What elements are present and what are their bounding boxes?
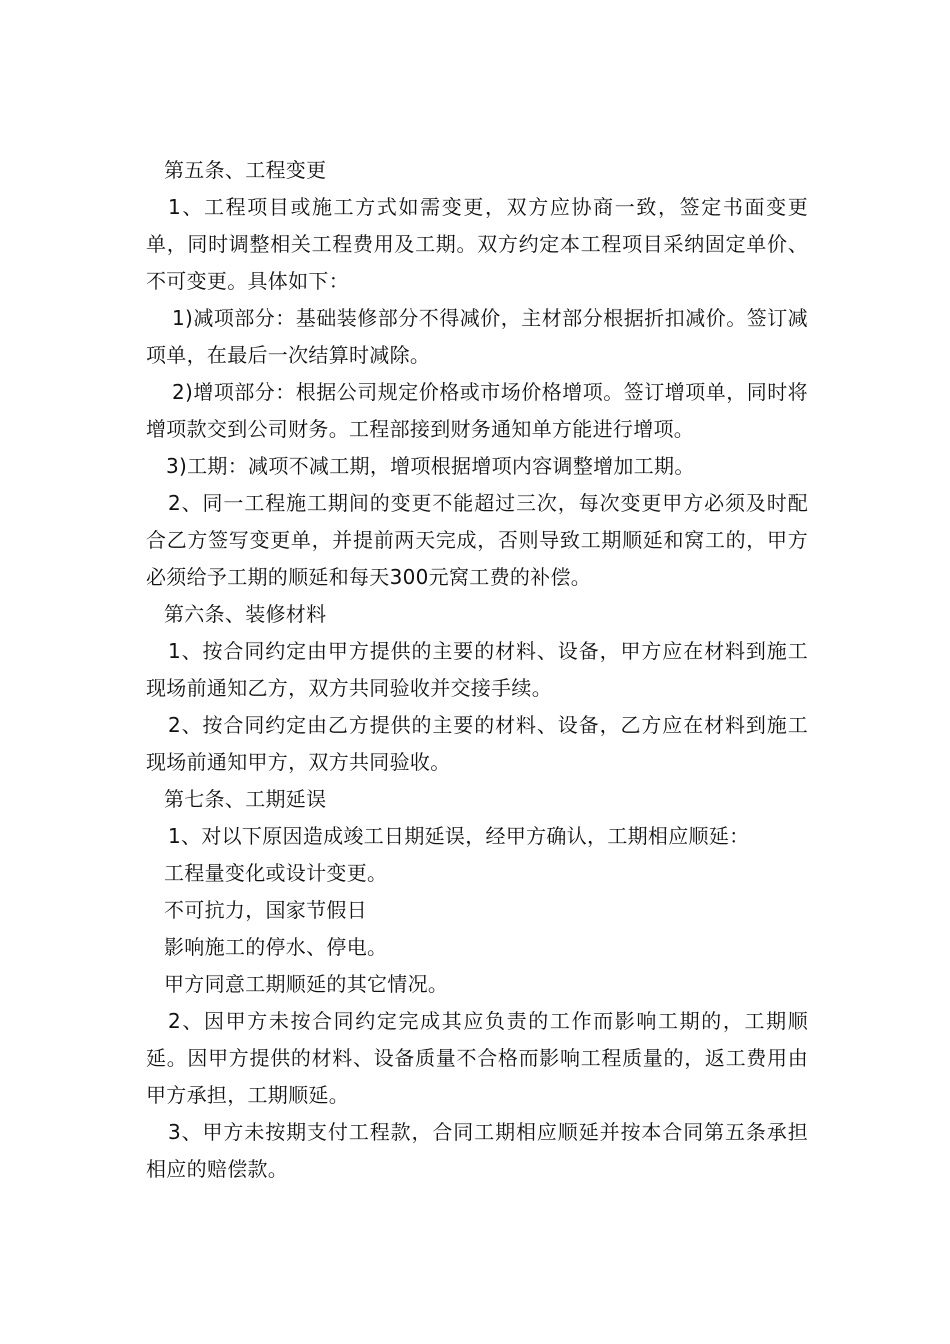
paragraph-7-3: 3、甲方未按期支付工程款，合同工期相应顺延并按本合同第五条承担相应的赔偿款。 [146, 1120, 808, 1181]
list-item-7-1-b: 不可抗力，国家节假日 [164, 898, 367, 922]
paragraph-7-2: 2、因甲方未按合同约定完成其应负责的工作而影响工期的，工期顺延。因甲方提供的材料、设备质量不合格而影响工程质量的，返工费用由甲方承担，工期顺延。 [146, 1009, 808, 1107]
paragraph-7-1: 1、对以下原因造成竣工日期延误，经甲方确认，工期相应顺延： [168, 824, 750, 848]
paragraph-5-1-a: 1)减项部分：基础装修部分不得减价，主材部分根据折扣减价。签订减项单，在最后一次结算时减除。 [146, 306, 808, 367]
paragraph-6-2: 2、按合同约定由乙方提供的主要的材料、设备，乙方应在材料到施工现场前通知甲方，双方共同验收。 [146, 713, 808, 774]
section-heading-5: 第五条、工程变更 [164, 158, 327, 182]
paragraph-6-1: 1、按合同约定由甲方提供的主要的材料、设备，甲方应在材料到施工现场前通知乙方，双方共同验收并交接手续。 [146, 639, 808, 700]
section-heading-6: 第六条、装修材料 [164, 602, 327, 626]
paragraph-5-1-b: 2)增项部分：根据公司规定价格或市场价格增项。签订增项单，同时将增项款交到公司财务。工程部接到财务通知单方能进行增项。 [146, 380, 808, 441]
list-item-7-1-d: 甲方同意工期顺延的其它情况。 [164, 972, 449, 996]
document-body [146, 152, 808, 1188]
paragraph-5-2: 2、同一工程施工期间的变更不能超过三次，每次变更甲方必须及时配合乙方签写变更单，并提前两天完成，否则导致工期顺延和窝工的，甲方必须给予工期的顺延和每天300元窝工费的补偿。 [146, 491, 808, 589]
section-heading-7: 第七条、工期延误 [164, 787, 327, 811]
paragraph-5-1: 1、工程项目或施工方式如需变更，双方应协商一致，签定书面变更单，同时调整相关工程费用及工期。双方约定本工程项目采纳固定单价、不可变更。具体如下： [146, 195, 808, 293]
list-item-7-1-c: 影响施工的停水、停电。 [164, 935, 388, 959]
list-item-7-1-a: 工程量变化或设计变更。 [164, 861, 388, 885]
paragraph-5-1-c: 3)工期：减项不减工期，增项根据增项内容调整增加工期。 [166, 454, 695, 478]
